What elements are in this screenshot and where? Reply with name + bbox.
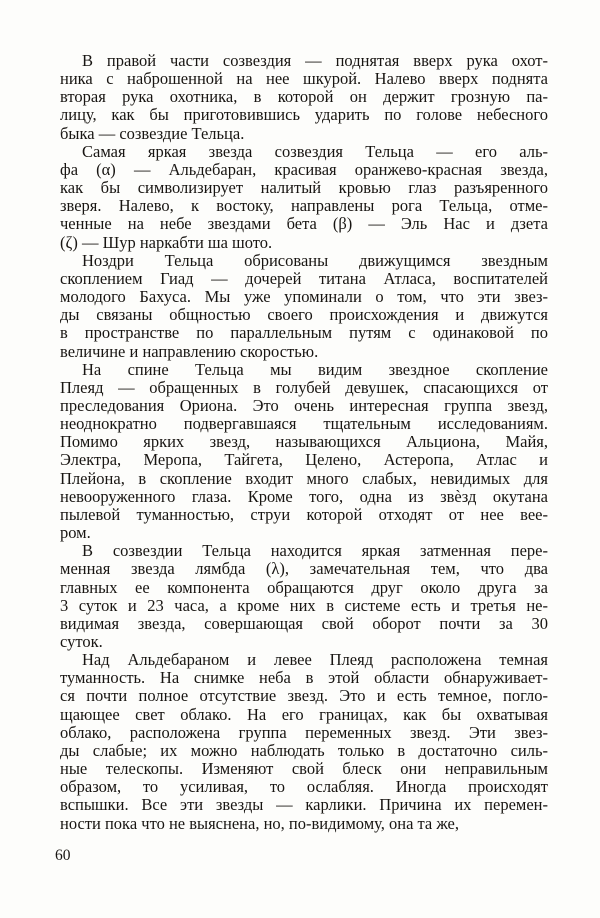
text-line: в пространстве по параллельным путям с одинаковой по [60, 323, 548, 343]
text-line: Электра, Меропа, Тайгета, Целено, Астеропа, Атлас и [60, 450, 548, 470]
paragraph [60, 143, 548, 252]
text-line: ченные на небе звездами бета (β) — Эль Нас и дзета [60, 214, 548, 234]
text-line: неоднократно подвергавшаяся тщательным исследованиям. [60, 414, 548, 434]
text-line: вторая рука охотника, в которой он держит грозную па- [60, 87, 548, 107]
text-line: В правой части созвездия — поднятая вверх рука охот- [82, 51, 548, 70]
text-line: ные телескопы. Изменяют свой блеск они неправильным [60, 759, 548, 779]
text-line: Плеяд — обращенных в голубей девушек, спасающихся от [60, 377, 548, 397]
text-line: туманность. На снимке неба в этой области обнаруживает- [60, 668, 548, 688]
text-line: щающее свет облако. На его границах, как бы охватывая [60, 704, 548, 724]
text-line: облако, расположена группа переменных звезд. Эти звез- [60, 722, 548, 742]
text-line: главных ее компонента обращаются друг около друга за [60, 577, 548, 597]
text-line: вспышки. Все эти звезды — карлики. Причина их перемен- [60, 795, 548, 815]
text-line: ся почти полное отсутствие звезд. Это и есть темное, погло- [60, 686, 548, 706]
paragraph [60, 651, 548, 833]
text-line: величине и направлению скоростью. [60, 341, 319, 361]
text-line: ром. [60, 523, 91, 543]
paragraph [60, 542, 548, 651]
text-line: молодого Бахуса. Мы уже упоминали о том, что эти звез- [60, 287, 548, 307]
text-line: видимая звезда, совершающая свой оборот почти за 30 [60, 613, 548, 633]
text-line: Над Альдебараном и левее Плеяд расположена темная [82, 650, 548, 670]
text-line: Самая яркая звезда созвездия Тельца — его аль- [82, 141, 548, 161]
text-line: быка — созвездие Тельца. [60, 123, 245, 143]
text-line: суток. [60, 632, 103, 651]
text-line: менная звезда лямбда (λ), замечательная тем, что два [60, 559, 548, 579]
text-line: ности пока что не выяснена, но, по-видимому, она та же, [60, 813, 460, 833]
text-line: В созвездии Тельца находится яркая затменная пере- [82, 541, 548, 561]
text-line: преследования Ориона. Это очень интересная группа звезд, [60, 395, 548, 415]
text-line: зверя. Налево, к востоку, направлены рога Тельца, отме- [60, 196, 548, 216]
text-line: ды связаны общностью своего происхождения и движутся [60, 305, 548, 325]
paragraph [60, 361, 548, 543]
text-line: 3 суток и 23 часа, а кроме них в системе есть и третья не- [60, 595, 548, 615]
paragraph [60, 252, 548, 361]
text-line: лицу, как бы приготовившись ударить по голове небесного [60, 105, 548, 125]
text-line: скоплением Гиад — дочерей титана Атласа, воспитателей [60, 268, 548, 288]
text-line: На спине Тельца мы видим звездное скопление [82, 359, 548, 379]
text-line: ды слабые; их можно наблюдать только в достаточно силь- [60, 740, 548, 760]
text-line: Помимо ярких звезд, называющихся Альциона, Майя, [60, 432, 548, 452]
paragraph [60, 52, 548, 143]
text-line: невооруженного глаза. Кроме того, одна из звѐзд окутана [60, 486, 548, 506]
page-number: 60 [55, 847, 71, 864]
page-text-block [60, 52, 548, 833]
text-line: (ζ) — Шур наркабти ша шото. [60, 232, 273, 252]
text-line: Плейона, в скопление входит много слабых, невидимых для [60, 468, 548, 488]
text-line: ника с наброшенной на нее шкурой. Налево вверх поднята [60, 69, 548, 89]
text-line: фа (α) — Альдебаран, красивая оранжево-красная звезда, [60, 159, 548, 179]
text-line: Ноздри Тельца обрисованы движущимся звездным [82, 250, 548, 270]
text-line: образом, то усиливая, то ослабляя. Иногда происходят [60, 777, 548, 797]
text-line: как бы символизирует налитый кровью глаз разъяренного [60, 178, 548, 198]
text-line: пылевой туманностью, струи которой отходят от нее вее- [60, 504, 548, 524]
